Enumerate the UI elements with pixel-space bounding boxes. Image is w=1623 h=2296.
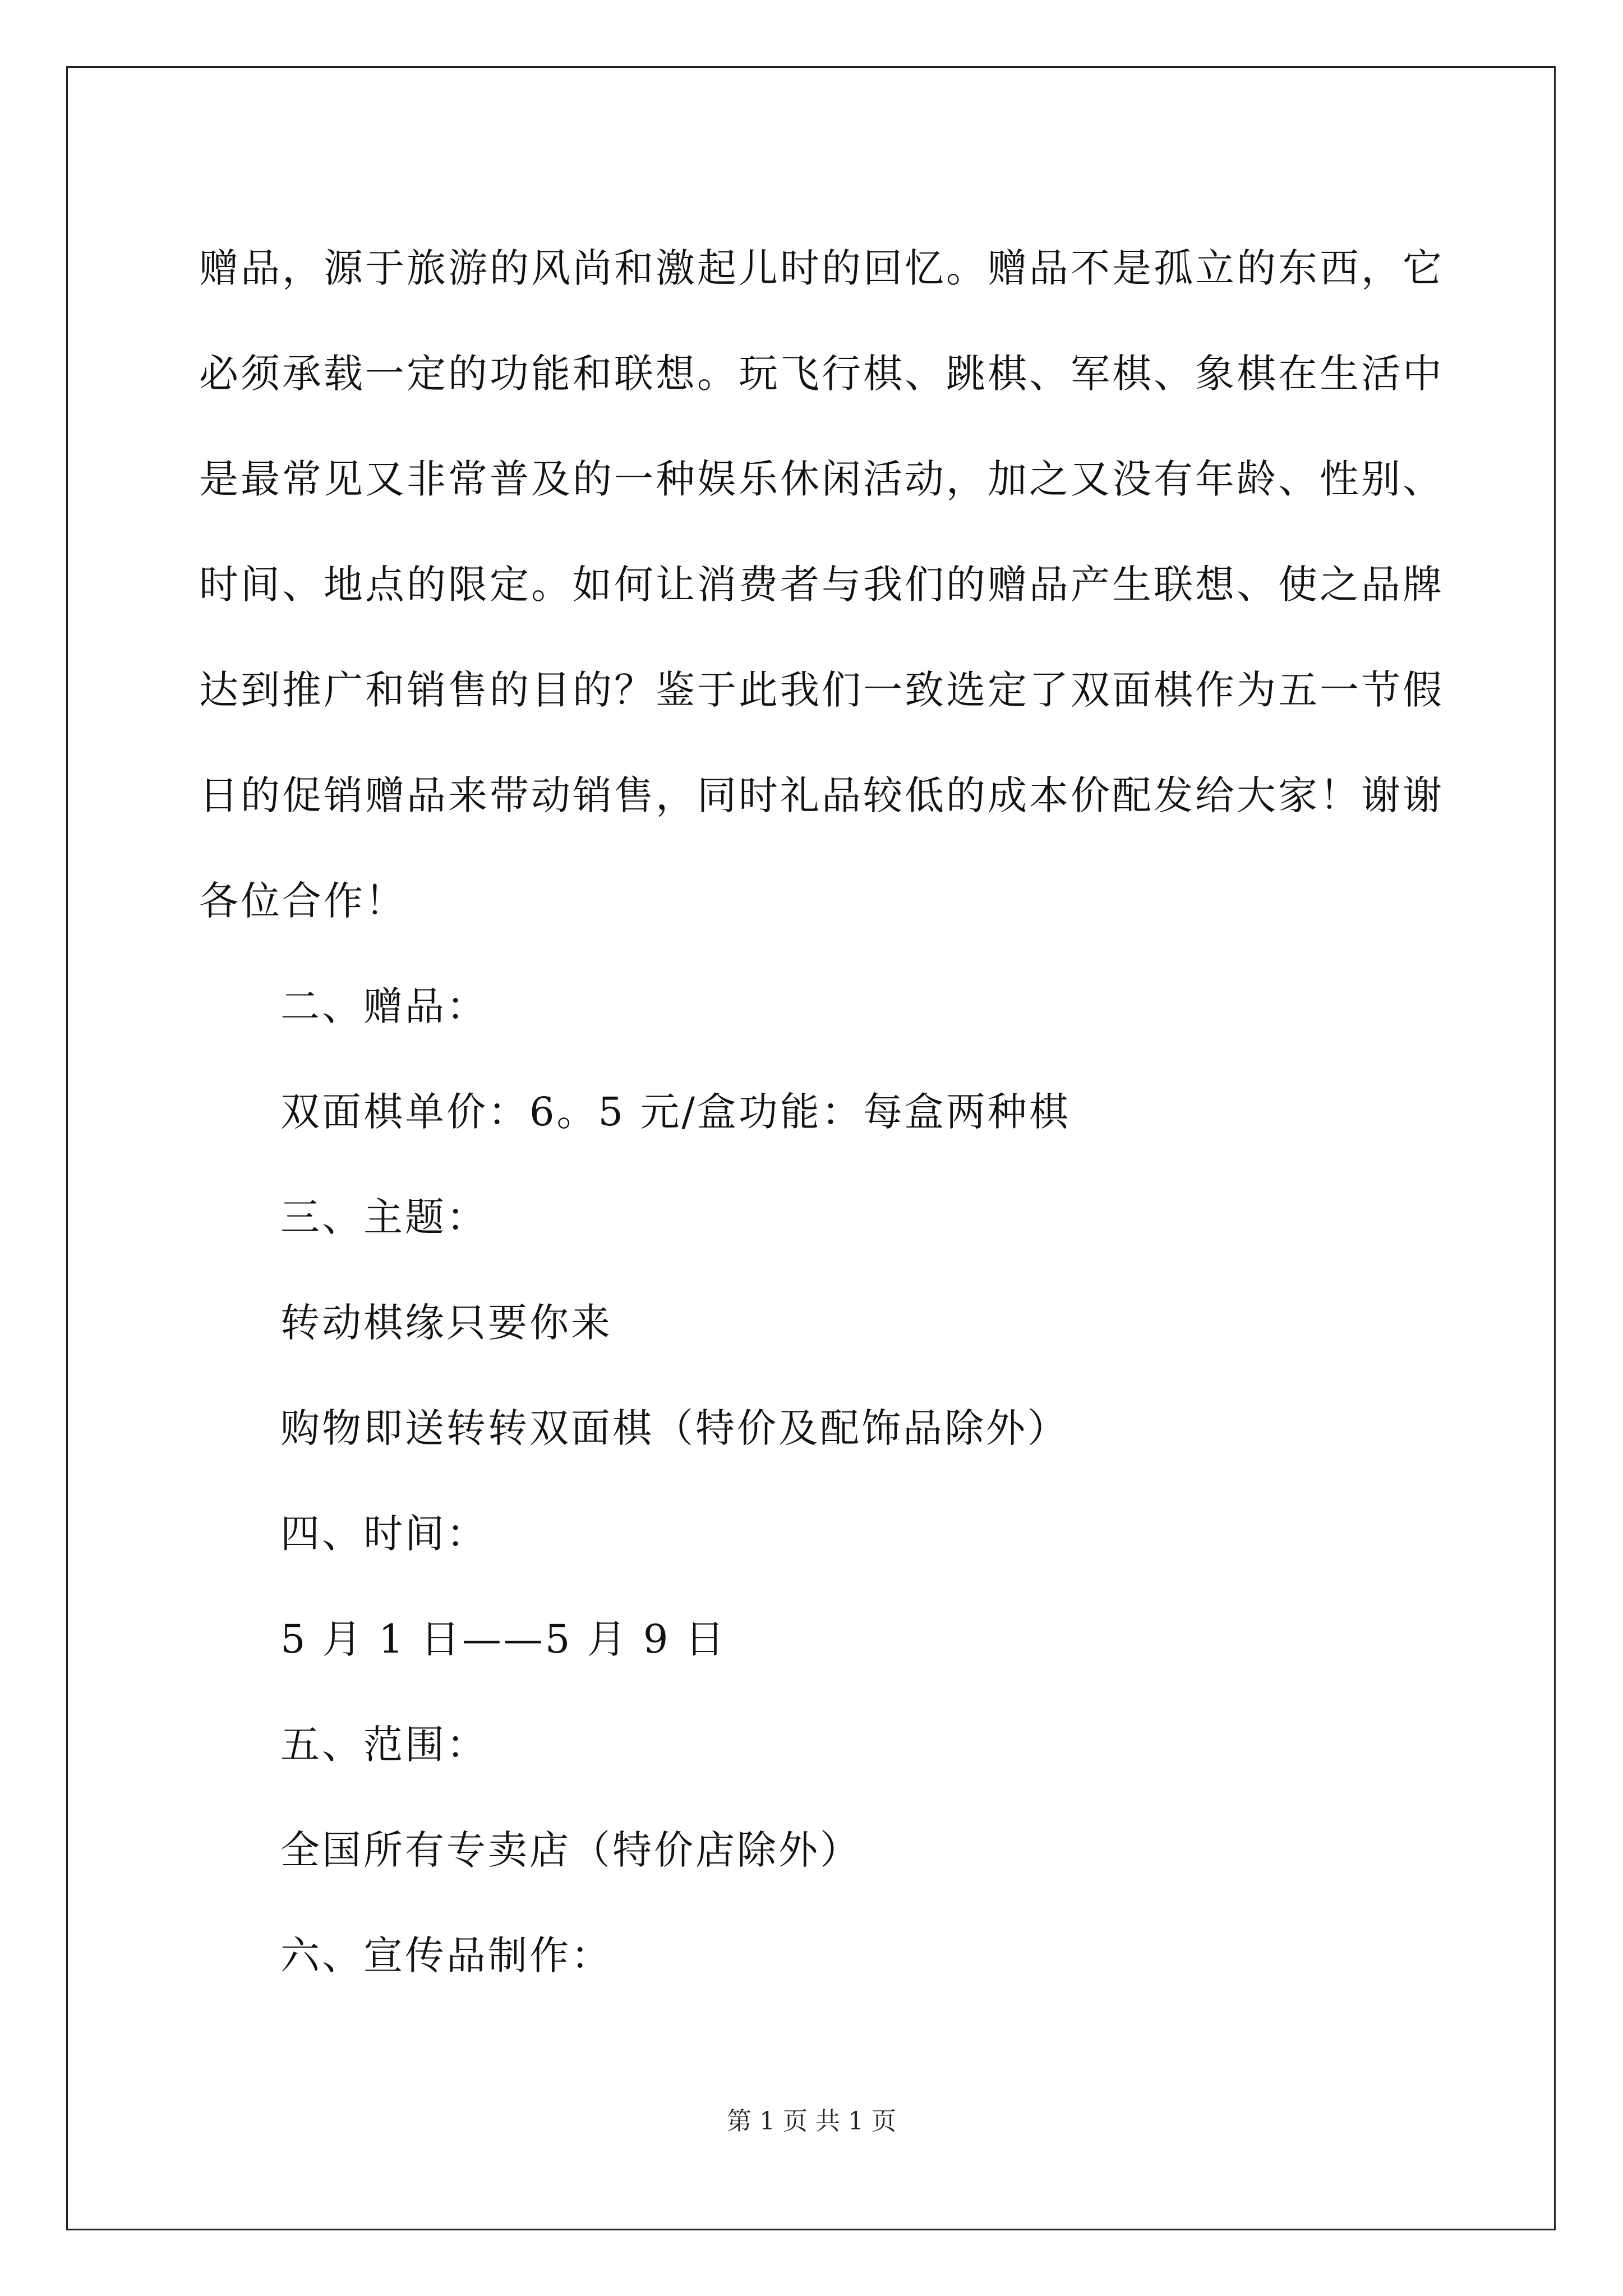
section-heading-promo-materials: 六、宣传品制作： (280, 1932, 612, 1978)
document-body (199, 215, 1444, 2008)
section-heading-theme: 三、主题： (280, 1194, 488, 1240)
theme-offer: 购物即送转转双面棋（特价及配饰品除外） (280, 1405, 1069, 1451)
intro-line: 赠品，源于旅游的风尚和激起儿时的回忆。赠品不是孤立的东西，它 (199, 245, 1444, 291)
page-number-footer: 第 1 页 共 1 页 (727, 2107, 896, 2136)
intro-line: 是最常见又非常普及的一种娱乐休闲活动，加之又没有年龄、性别、 (199, 456, 1444, 502)
section-heading-scope: 五、范围： (280, 1722, 488, 1768)
scope-detail: 全国所有专卖店（特价店除外） (280, 1827, 861, 1873)
intro-line: 日的促销赠品来带动销售，同时礼品较低的成本价配发给大家！谢谢 (199, 772, 1444, 818)
intro-line: 达到推广和销售的目的？鉴于此我们一致选定了双面棋作为五一节假 (199, 667, 1444, 713)
intro-line: 必须承载一定的功能和联想。玩飞行棋、跳棋、军棋、象棋在生活中 (199, 351, 1444, 397)
gift-detail: 双面棋单价：6。5 元/盒功能：每盒两种棋 (280, 1089, 1071, 1135)
time-range: 5 月 1 日——5 月 9 日 (280, 1616, 727, 1662)
section-heading-gifts: 二、赠品： (280, 983, 488, 1029)
intro-line: 时间、地点的限定。如何让消费者与我们的赠品产生联想、使之品牌 (199, 562, 1444, 608)
intro-line: 各位合作！ (199, 878, 407, 924)
section-heading-time: 四、时间： (280, 1511, 488, 1557)
intro-paragraph (199, 215, 1444, 954)
theme-slogan: 转动棋缘只要你来 (280, 1300, 612, 1346)
